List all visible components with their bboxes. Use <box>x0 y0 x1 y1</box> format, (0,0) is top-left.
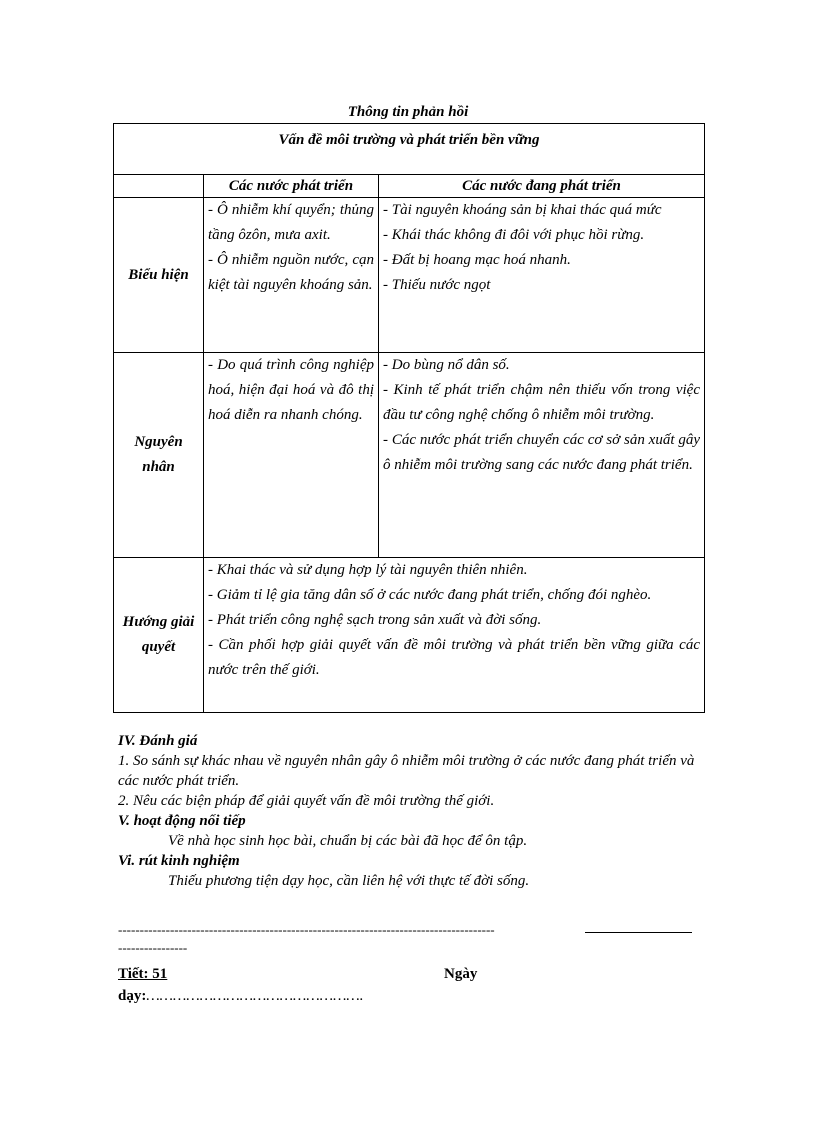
table-title: Vấn đề môi trường và phát triển bền vững <box>114 124 705 175</box>
section-v-heading: V. hoạt động nối tiếp <box>118 813 246 829</box>
separator-dashes: --------------------------------------------------------------------------------------- <box>118 922 495 937</box>
bieu-hien-developing-item: - Thiếu nước ngọt <box>383 277 491 293</box>
separator-solid-line <box>585 932 692 933</box>
environment-table <box>113 123 705 713</box>
row-label-huong-giai-quyet: Hướng giải quyết <box>114 558 204 713</box>
teaching-date-blank: …………………………………………. <box>146 988 364 1004</box>
nguyen-nhan-developing-item: - Do bùng nổ dân số. <box>383 357 510 373</box>
section-v-text: Về nhà học sinh học bài, chuẩn bị các bài đã học để ôn tập. <box>168 833 528 849</box>
nguyen-nhan-developed <box>204 353 379 558</box>
huong-giai-quyet-item: - Phát triển công nghệ sạch trong sản xuất và đời sống. <box>208 612 542 628</box>
huong-giai-quyet-item: - Cần phối hợp giải quyết vấn đề môi trường và phát triển bền vững giữa các nước trên thế giới. <box>208 637 701 678</box>
teaching-date <box>118 988 364 1005</box>
bieu-hien-developed-item: - Ô nhiễm nguồn nước, cạn kiệt tài nguyên khoáng sản. <box>208 252 374 293</box>
section-vi-text: Thiếu phương tiện dạy học, cần liên hệ với thực tế đời sống. <box>168 873 530 889</box>
bieu-hien-developing <box>379 198 705 353</box>
row-label-bieu-hien: Biểu hiện <box>114 198 204 353</box>
separator-dashes-short: ---------------- <box>118 940 188 955</box>
huong-giai-quyet-content <box>204 558 705 713</box>
section-vi-heading: Vi. rút kinh nghiệm <box>118 853 240 869</box>
bieu-hien-developing-item: - Đất bị hoang mạc hoá nhanh. <box>383 252 571 268</box>
nguyen-nhan-developing-item: - Kinh tế phát triển chậm nên thiếu vốn trong việc đầu tư công nghệ chống ô nhiễm môi trường. <box>383 382 701 423</box>
nguyen-nhan-developing-item: - Các nước phát triển chuyển các cơ sở sản xuất gây ô nhiễm môi trường sang các nước đang phát triển. <box>383 432 701 473</box>
section-iv-question-2: 2. Nêu các biện pháp để giải quyết vấn đề môi trường thế giới. <box>118 793 495 809</box>
lesson-sections <box>118 731 698 891</box>
bieu-hien-developed <box>204 198 379 353</box>
teaching-date-label: dạy: <box>118 988 147 1004</box>
header-developed: Các nước phát triển <box>204 175 379 198</box>
section-iv-question-1: 1. So sánh sự khác nhau về nguyên nhân gây ô nhiễm môi trường ở các nước đang phát triển và các nước phát triển. <box>118 753 695 789</box>
huong-giai-quyet-item: - Giảm tỉ lệ gia tăng dân số ở các nước đang phát triển, chống đói nghèo. <box>208 587 652 603</box>
row-label-nguyen-nhan: Nguyên nhân <box>114 353 204 558</box>
bieu-hien-developed-item: - Ô nhiễm khí quyển; thủng tầng ôzôn, mưa axit. <box>208 202 374 243</box>
table-caption: Thông tin phản hồi <box>347 104 469 120</box>
bieu-hien-developing-item: - Khái thác không đi đôi với phục hồi rừng. <box>383 227 645 243</box>
lesson-number: Tiết: 51 <box>118 966 168 982</box>
date-label: Ngày <box>444 966 478 982</box>
huong-giai-quyet-item: - Khai thác và sử dụng hợp lý tài nguyên thiên nhiên. <box>208 562 528 578</box>
nguyen-nhan-developing <box>379 353 705 558</box>
section-iv-heading: IV. Đánh giá <box>118 733 198 749</box>
header-empty-cell <box>114 175 204 198</box>
bieu-hien-developing-item: - Tài nguyên khoáng sản bị khai thác quá mức <box>383 202 662 218</box>
nguyen-nhan-developed-item: - Do quá trình công nghiệp hoá, hiện đại hoá và đô thị hoá diễn ra nhanh chóng. <box>208 357 374 423</box>
header-developing: Các nước đang phát triển <box>379 175 705 198</box>
